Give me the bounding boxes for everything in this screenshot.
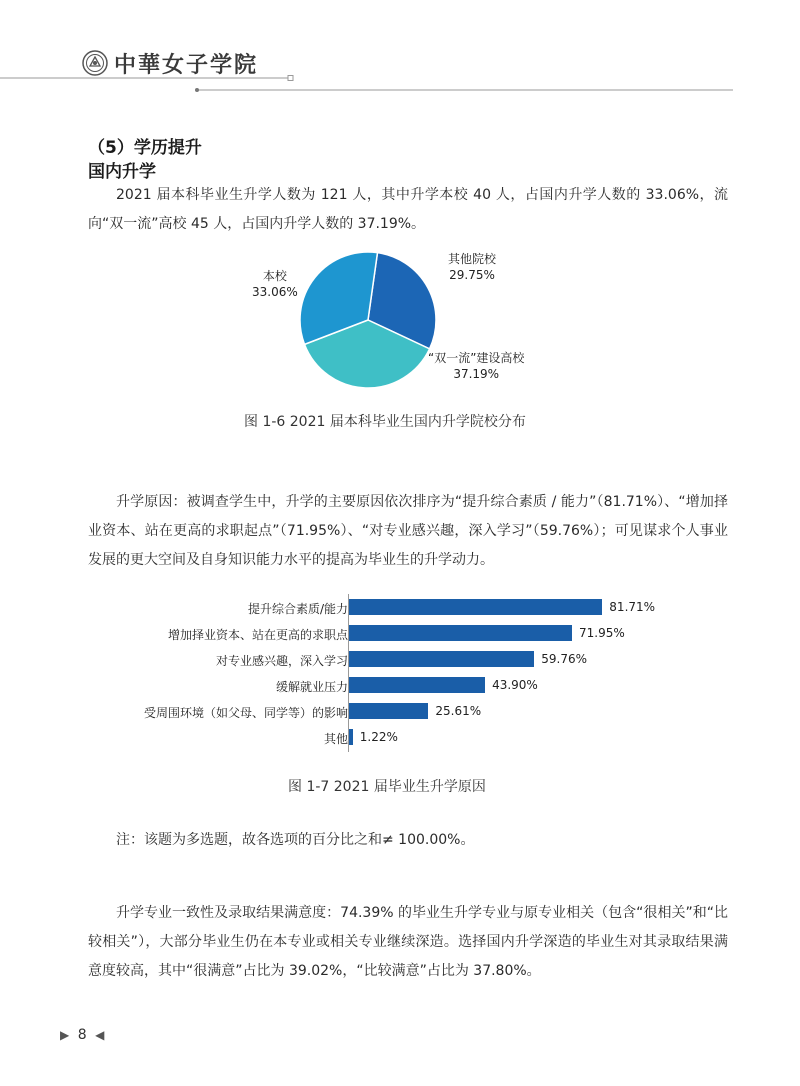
intro-text: 2021 届本科毕业生升学人数为 121 人，其中升学本校 40 人，占国内升学人数的 33.06%，流向“双一流”高校 45 人，占国内升学人数的 37.19%。 bbox=[88, 187, 728, 232]
pie-label-other bbox=[448, 251, 496, 283]
bar-value-label: 71.95% bbox=[579, 626, 625, 640]
section-subtitle: 国内升学 bbox=[88, 162, 156, 182]
pie-label-other-value: 29.75% bbox=[449, 268, 495, 282]
page-footer bbox=[60, 1027, 104, 1043]
bar-mark bbox=[349, 599, 602, 615]
bar-category-label: 提升综合素质/能力 bbox=[247, 602, 348, 616]
bar-value-label: 43.90% bbox=[492, 678, 538, 692]
bar-category-label: 对专业感兴趣，深入学习 bbox=[215, 654, 348, 668]
figure-1-6-caption: 图 1-6 2021 届本科毕业生国内升学院校分布 bbox=[244, 414, 526, 430]
pie-label-benxiao bbox=[252, 268, 298, 300]
satisfaction-text: 升学专业一致性及录取结果满意度：74.39% 的毕业生升学专业与原专业相关（包含“很相关”和“比较相关”），大部分毕业生仍在本专业或相关专业继续深造。选择国内升学深造的毕业生对其录取结果满意度较高，其中“很满意”占比为 39.02%，“比较满意”占比为 37.80%。 bbox=[88, 905, 728, 979]
note bbox=[88, 826, 728, 855]
bar-category-label: 受周围环境（如父母、同学等）的影响 bbox=[143, 706, 348, 720]
reason-text: 升学原因：被调查学生中，升学的主要原因依次排序为“提升综合素质 / 能力”（81.71%）、“增加择业资本、站在更高的求职起点”（71.95%）、“对专业感兴趣，深入学习”（59.76%）；可见谋求个人事业发展的更大空间及自身知识能力水平的提高为毕业生的升学动力。 bbox=[88, 494, 728, 568]
bar-category-label: 缓解就业压力 bbox=[275, 680, 348, 694]
bar-category-label: 增加择业资本、站在更高的求职点 bbox=[167, 628, 348, 642]
header-divider bbox=[0, 74, 800, 94]
figure-1-7-caption: 图 1-7 2021 届毕业生升学原因 bbox=[288, 779, 486, 795]
pie-label-other-name: 其他院校 bbox=[448, 252, 497, 266]
footer-right-triangle-icon: ◀ bbox=[95, 1028, 105, 1042]
bar-mark bbox=[349, 729, 353, 745]
university-seal-icon bbox=[82, 50, 108, 76]
bar-value-label: 81.71% bbox=[609, 600, 656, 614]
section-title: （5）学历提升 bbox=[88, 138, 202, 158]
pie-label-shuangyiliu-name: “双一流”建设高校 bbox=[428, 351, 525, 365]
bar-value-label: 59.76% bbox=[541, 652, 588, 666]
footer-left-triangle-icon: ▶ bbox=[60, 1028, 70, 1042]
logo-text: 中華女子学院 bbox=[114, 52, 259, 78]
pie-label-shuangyiliu bbox=[428, 350, 524, 382]
note-text: 注：该题为多选题，故各选项的百分比之和≠ 100.00%。 bbox=[116, 832, 475, 848]
page-number: 8 bbox=[77, 1027, 87, 1043]
pie-label-benxiao-name: 本校 bbox=[262, 269, 287, 283]
intro-paragraph bbox=[88, 181, 728, 239]
pie-label-shuangyiliu-value: 37.19% bbox=[453, 367, 500, 381]
bar-mark bbox=[349, 677, 485, 693]
bar-mark bbox=[349, 703, 428, 719]
satisfaction-paragraph bbox=[88, 899, 728, 986]
pie-chart bbox=[298, 250, 438, 390]
bar-mark bbox=[349, 651, 534, 667]
pie-label-benxiao-value: 33.06% bbox=[252, 285, 298, 299]
reason-paragraph bbox=[88, 488, 728, 575]
bar-mark bbox=[349, 625, 572, 641]
bar-value-label: 25.61% bbox=[435, 704, 482, 718]
bar-value-label: 1.22% bbox=[359, 730, 398, 744]
bar-category-label: 其他 bbox=[323, 732, 348, 746]
